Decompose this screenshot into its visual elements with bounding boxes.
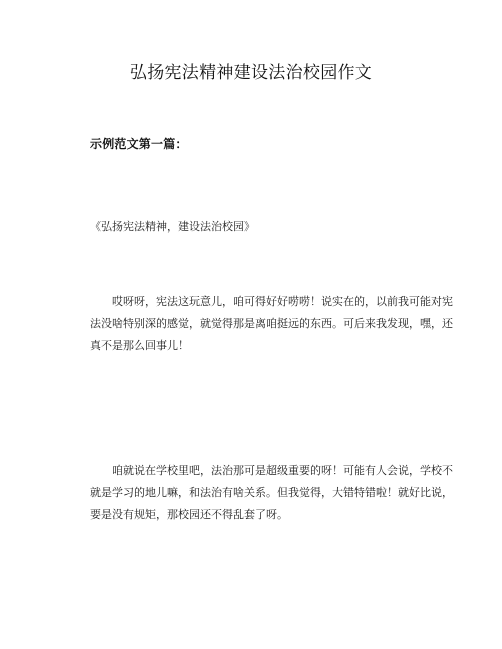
document-title: 弘扬宪法精神建设法治校园作文: [129, 63, 373, 83]
paragraph-line: 哎呀呀，宪法这玩意儿，咱可得好好唠唠！说实在的，以前我可能对宪: [90, 295, 453, 308]
paragraph-line: 要是没有规矩，那校园还不得乱套了呀。: [90, 508, 288, 521]
essay-subtitle: 《弘扬宪法精神，建设法治校园》: [90, 220, 255, 233]
paragraph-line: 咱就说在学校里吧，法治那可是超级重要的呀！可能有人会说，学校不: [90, 464, 453, 477]
paragraph-line: 真不是那么回事儿！: [90, 339, 189, 352]
paragraph-line: 就是学习的地儿嘛，和法治有啥关系。但我觉得，大错特错啦！就好比说，: [90, 486, 453, 499]
paragraph-line: 法没啥特别深的感觉，就觉得那是离咱挺远的东西。可后来我发现，嘿，还: [90, 317, 453, 330]
paragraph-2: [90, 460, 453, 526]
section-heading: 示例范文第一篇：: [90, 137, 188, 151]
paragraph-1: [90, 291, 453, 357]
